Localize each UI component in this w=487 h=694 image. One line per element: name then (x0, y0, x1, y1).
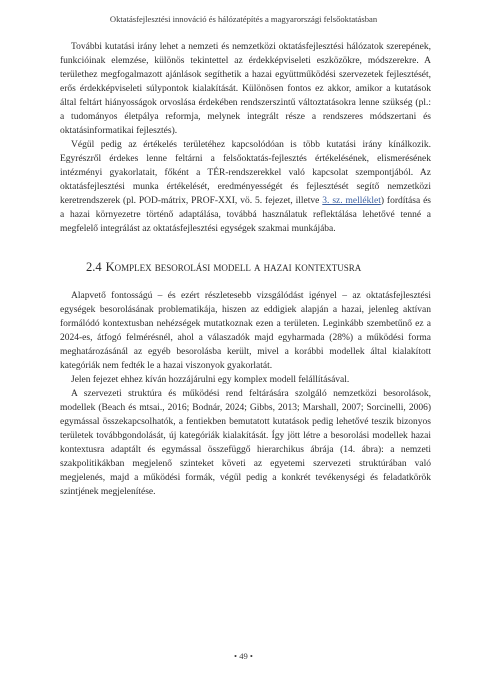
paragraph-network-research: További kutatási irány lehet a nemzeti és nemzetközi oktatásfejlesztési hálózatok szerepének, funkcióinak elemzése, különös tekintettel az érdekképviseleti eszközökre, módszerekre. A területhez megfogalmazott ajánlások segíthetik a hazai együttműködési szervezetek fejlesztését, erős érdekképviseleti súlypontok kialakítását. Különösen fontos ez akkor, amikor a kutatások által feltárt hiányosságok orvoslása érdekében rendszerszintű változtatásokra lenne szükség (pl.: a tudományos életpálya reformja, melynek integrált része a rendszeres módszertani és oktatásinformatikai fejlesztés). (60, 42, 431, 136)
appendix-link[interactable]: 3. sz. melléklet (322, 196, 381, 206)
section-number: 2.4 (86, 260, 102, 274)
section-title: Komplex besorolási modell a hazai kontextusra (105, 260, 362, 274)
paragraph-text: Végül pedig az értékelés területéhez kapcsolódóan is több kutatási irány kínálkozik. Egyrészről érdekes lenne feltárni a felsőoktatás-fejlesztés értékelésének, elismerésének intézményi gyakorlatait, főként a TÉR-rendszerekkel való kapcsolat szempontjából. Az oktatásfejlesztési munka értékelését, eredményességét és fejlesztését segítő nemzetközi keretrendszerek (pl. POD-mátrix, PROF-XXI, vö. 5. fejezet, illetve (60, 140, 431, 206)
paragraph-model-description: A szervezeti struktúra és működési rend feltárására szolgáló nemzetközi besorolások, modellek (Beach és mtsai., 2016; Bodnár, 2024; Gibbs, 2013; Marshall, 2007; Sorcinelli, 2006) egymással összekapcsolhatók, a fentiekben bemutatott kutatások pedig lehetővé teszik bizonyos területek továbbgondolását, új kategóriák kialakítását. Így jött létre a besorolási modellek hazai kontextusra adaptált és egymással összefüggő hierarchikus ábrája (14. ábra): a nemzeti szakpolitikákban megjelenő szinteket követi az egyetemi szervezeti struktúrában való megjelenés, majd a működési formák, végül pedig a konkrét tevékenységi és feladatkörök szintjének megjelenítése. (60, 389, 431, 497)
paragraph-evaluation-research (60, 138, 431, 236)
paragraph-classification-problem: Alapvető fontosságú – és ezért részletesebb vizsgálódást igényel – az oktatásfejlesztési egységek besorolásának problematikája, hiszen az eddigiek alapján a hazai, jelenleg aktívan formálódó kontextusban nehézségek mutatkoznak ezen a területen. Leginkább szembetűnő ez a 2024-es, átfogó felmérésnél, ahol a válaszadók majd egyharmada (28%) a működési forma meghatározásánál az egyéb besorolásba került, mivel a korábbi modellek által kialakított kategóriák nem fedték le a hazai viszonyok gyakorlatát. (60, 291, 431, 371)
paragraph-text: ) fordítása és a hazai környezetre történő adaptálása, továbbá használatuk reflektálása lehetővé tenné a megfelelő integrálást az oktatásfejlesztési egységek szakmai munkájába. (60, 196, 431, 234)
page-number: • 49 • (234, 651, 253, 661)
section-heading (60, 259, 431, 275)
paragraph-chapter-aim: Jelen fejezet ehhez kíván hozzájárulni egy komplex modell felállításával. (71, 375, 350, 385)
page-body (60, 40, 431, 499)
running-header: Oktatásfejlesztési innováció és hálózatépítés a magyarországi felsőoktatásban (109, 14, 378, 24)
